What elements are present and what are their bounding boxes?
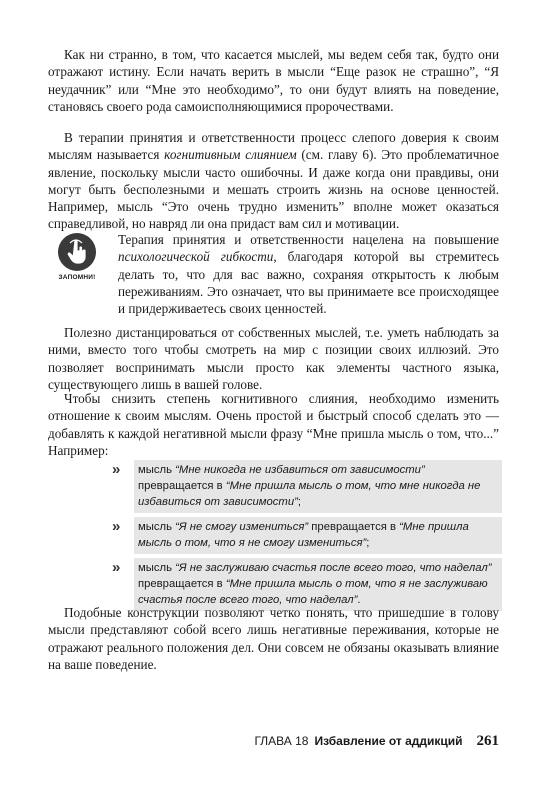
list-quote: “Я не заслуживаю счастья после всего того, что наделал”	[175, 562, 492, 574]
list-text: .	[357, 594, 361, 606]
page-number: 261	[476, 733, 499, 749]
list-text: мысль	[138, 521, 176, 533]
chapter-number: ГЛАВА 18	[254, 734, 309, 748]
list-text: превращается в	[138, 578, 226, 590]
double-chevron-icon: »	[112, 461, 121, 478]
hand-pointer-icon	[65, 239, 89, 265]
callout-text-part: Терапия принятия и ответственности нацелена на повышение	[118, 232, 499, 247]
list-quote: “Мне пришла мысль о том, что я не заслуживаю счастья после всего того, что наделал”	[138, 578, 488, 606]
callout-text	[118, 231, 499, 317]
callout-text-part: , благодаря которой вы стремитесь делать то, что для вас важно, сохраняя открытость к любым переживаниям. Это означает, что вы принимаете все происходящее и придерживаетесь своих ценностей.	[118, 249, 499, 317]
term-psychological-flexibility: психологической гибкости	[118, 249, 274, 265]
page-footer	[254, 733, 499, 750]
list-text: превращается в	[138, 480, 226, 492]
remember-badge	[48, 233, 106, 281]
double-chevron-icon: »	[112, 518, 121, 535]
list-quote: “Я не смогу измениться”	[175, 521, 309, 533]
paragraph-thoughts-truth: Как ни странно, в том, что касается мыслей, мы ведем себя так, будто они отражают истину. Если начать верить в мысли “Еще разок не страшно”, “Я неудачник” или “Мне это необходимо”, то они будут влиять на поведение, становясь своего рода самоисполняющимися пророчествами.	[48, 47, 499, 114]
remember-label: ЗАПОМНИ!	[58, 274, 96, 281]
list-text: ;	[366, 537, 370, 549]
list-quote: “Мне никогда не избавиться от зависимости”	[175, 464, 425, 476]
double-chevron-icon: »	[112, 559, 121, 576]
list-item	[110, 517, 502, 554]
list-text: мысль	[138, 464, 176, 476]
list-text: мысль	[138, 562, 176, 574]
list-quote: “Мне пришла мысль о том, что я не смогу измениться”	[138, 521, 469, 549]
list-item	[110, 460, 502, 513]
term-cognitive-fusion: когнитивным слиянием	[164, 147, 297, 163]
paragraph-cognitive-fusion	[48, 129, 499, 233]
list-item-text	[134, 460, 502, 513]
paragraph-reduce-fusion: Чтобы снизить степень когнитивного слияния, необходимо изменить отношение к своим мыслям. Очень простой и быстрый способ сделать это — добавлять к каждой негативной мысли фразу “Мне пришла мысль о том, что...” Например:	[48, 391, 499, 458]
list-quote: “Мне пришла мысль о том, что мне никогда не избавиться от зависимости”	[138, 480, 481, 508]
chapter-title: Избавление от аддикций	[314, 734, 463, 748]
remember-circle	[58, 233, 96, 271]
list-item-text	[134, 517, 502, 554]
paragraph-text: В терапии принятия и ответственности процесс слепого доверия к своим мыслям называется	[48, 130, 499, 163]
paragraph-conclusion: Подобные конструкции позволяют четко понять, что пришедшие в голову мысли представляют собой всего лишь негативные переживания, которые не отражают реального положения дел. Они совсем не обязаны оказывать влияние на ваше поведение.	[48, 605, 499, 672]
paragraph-text: (см. главу 6). Это проблематичное явление, поскольку мысли часто ошибочны. И даже когда они правдивы, они могут быть бесполезными и мешать строить жизнь на основе ценностей. Например, мысль “Это очень трудно изменить” вполне может оказаться справедливой, но навряд ли она придаст вам сил и мотивации.	[48, 147, 499, 232]
paragraph-distancing: Полезно дистанцироваться от собственных мыслей, т.е. уметь наблюдать за ними, вместо того чтобы смотреть на мир с позиции своих иллюзий. Это позволяет воспринимать мысли просто как элементы частного языка, существующего лишь в вашей голове.	[48, 325, 499, 392]
list-text: превращается в	[308, 521, 400, 533]
examples-list	[110, 460, 502, 615]
list-text: ;	[297, 496, 302, 508]
